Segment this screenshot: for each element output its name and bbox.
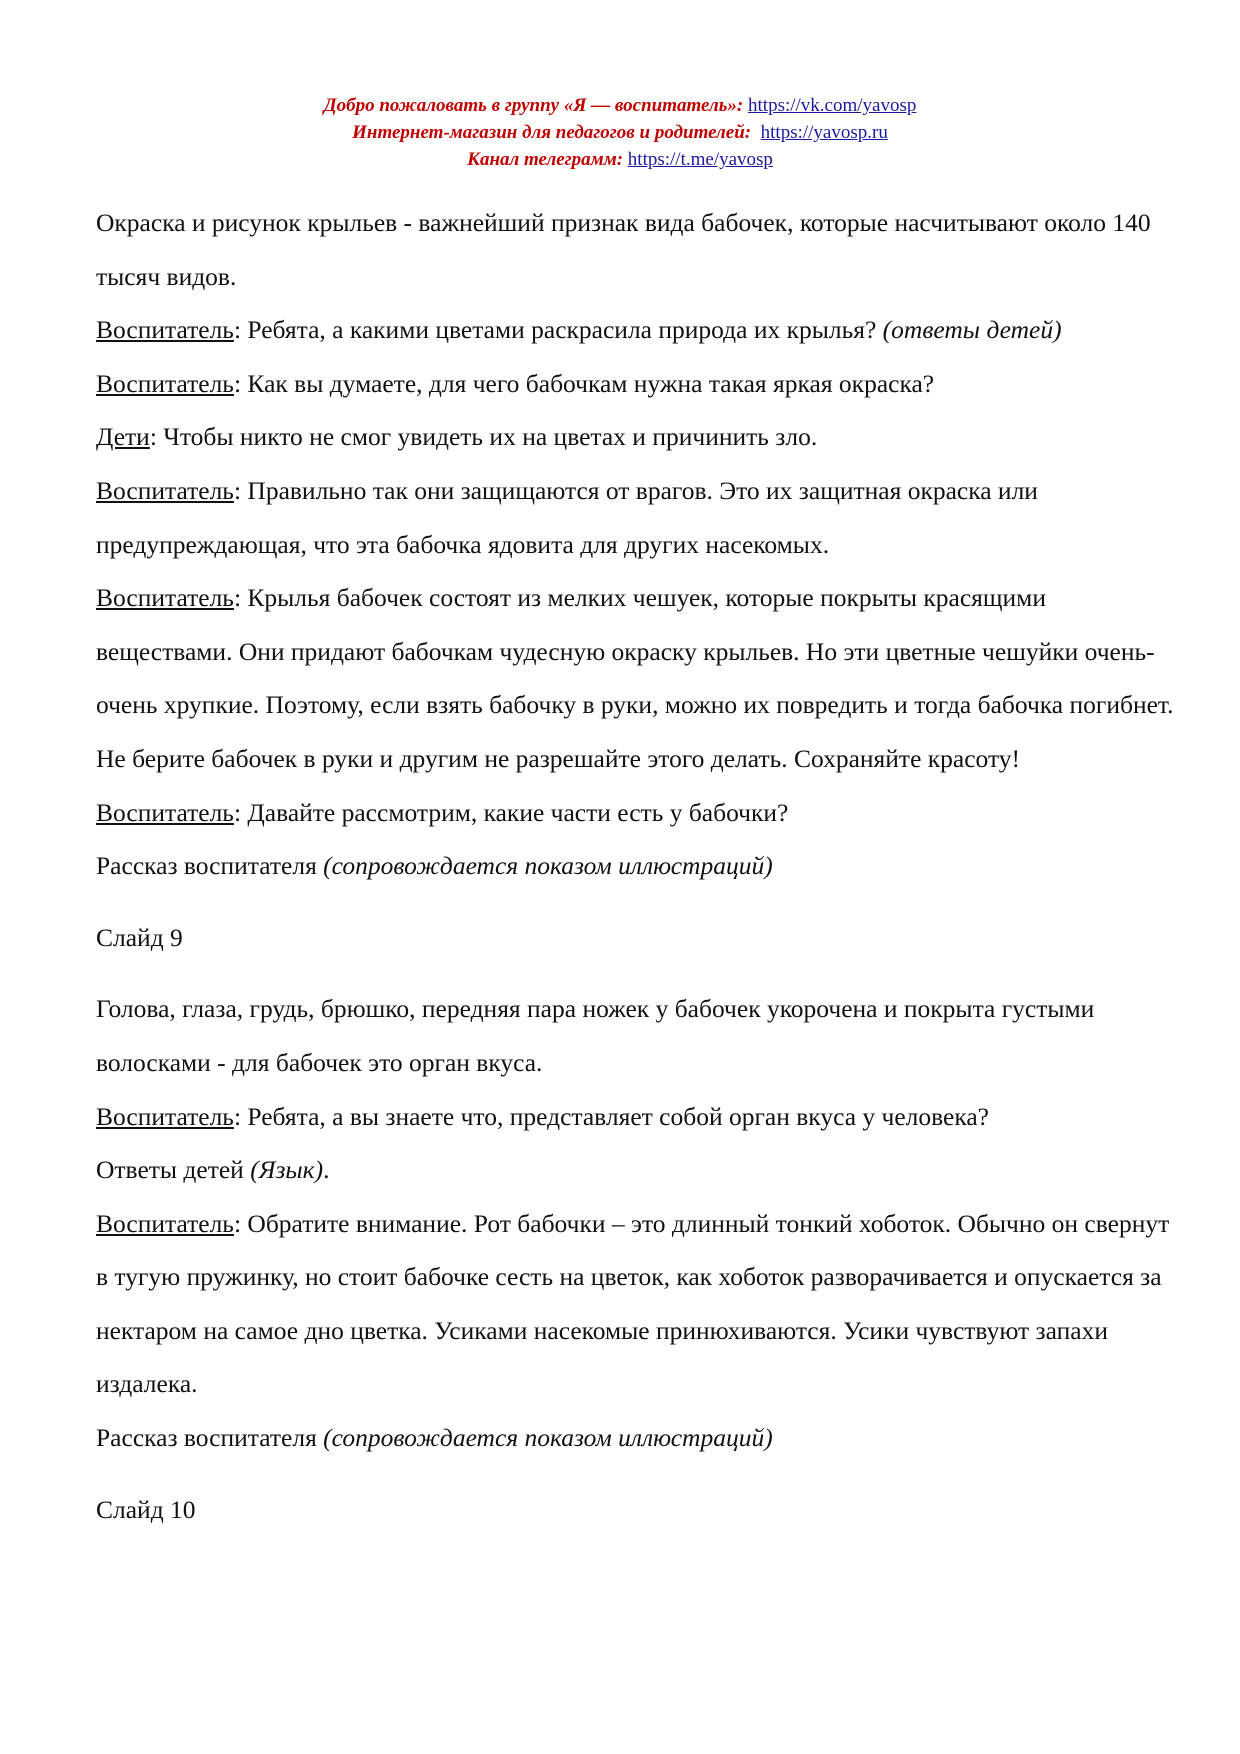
paragraph-story-1 [96,839,1186,893]
shop-link[interactable]: https://yavosp.ru [760,122,888,143]
paragraph-text: : Как вы думаете, для чего бабочкам нужна такая яркая окраска? [233,368,935,398]
paragraph-proboscis [96,1197,1186,1411]
telegram-link[interactable]: https://t.me/yavosp [627,149,773,170]
paragraph-text: Рассказ воспитателя [96,851,324,881]
header-line-vk [0,92,1240,119]
vk-link[interactable]: https://vk.com/yavosp [748,95,917,116]
paragraph-anatomy: Голова, глаза, грудь, брюшко, передняя пара ножек у бабочек укорочена и покрыта густыми волосками - для бабочек это орган вкуса. [96,994,1095,1077]
header-shop-label: Интернет-магазин для педагогов и родителей: [352,122,752,143]
paragraph-question-colors [96,303,1186,357]
stage-note: (сопровождается показом иллюстраций) [323,851,773,881]
speaker-label: Воспитатель [96,1208,234,1238]
paragraph-text: : Чтобы никто не смог увидеть их на цветах и причинить зло. [149,422,818,452]
document-body [96,196,1186,1554]
header-line-telegram [0,146,1240,173]
speaker-label: Воспитатель [96,797,234,827]
paragraph-story-2 [96,1411,1186,1465]
speaker-label: Дети [96,422,150,452]
slide-10-heading: Слайд 10 [96,1494,196,1524]
header-vk-label: Добро пожаловать в группу «Я — воспитатель»: [323,95,744,116]
paragraph-text: : Ребята, а какими цветами раскрасила природа их крылья? [233,315,883,345]
paragraph-text: Рассказ воспитателя [96,1423,324,1453]
page-header [0,92,1240,173]
paragraph-text: : Крылья бабочек состоят из мелких чешуек, которые покрыты красящими веществами. Они придают бабочкам чудесную окраску крыльев. Но эти цветные чешуйки очень-очень хрупкие. Поэтому, если взять бабочку в руки, можно их повредить и тогда бабочка погибнет. Не берите бабочек в руки и другим не разрешайте этого делать. Сохраняйте красоту! [96,583,1174,773]
paragraph-children-answer-tongue [96,1143,1186,1197]
paragraph-children-answer [96,410,1186,464]
speaker-label: Воспитатель [96,368,234,398]
stage-note: (Язык) [250,1155,324,1185]
paragraph-scales [96,571,1186,785]
paragraph-intro: Окраска и рисунок крыльев - важнейший признак вида бабочек, которые насчитывают около 140 тысяч видов. [96,208,1151,291]
speaker-label: Воспитатель [96,1101,234,1131]
paragraph-end: . [323,1155,330,1185]
slide-9-heading: Слайд 9 [96,922,183,952]
paragraph-question-taste [96,1090,1186,1144]
paragraph-text: : Правильно так они защищаются от врагов. Это их защитная окраска или предупреждающая, что эта бабочка ядовита для других насекомых. [96,475,1038,559]
speaker-label: Воспитатель [96,475,234,505]
speaker-label: Воспитатель [96,583,234,613]
paragraph-text: : Обратите внимание. Рот бабочки – это длинный тонкий хоботок. Обычно он свернут в тугую пружинку, но стоит бабочке сесть на цветок, как хоботок разворачивается и опускается за нектаром на самое дно цветка. Усиками насекомые принюхиваются. Усики чувствуют запахи издалека. [96,1208,1170,1399]
paragraph-text: : Ребята, а вы знаете что, представляет собой орган вкуса у человека? [233,1101,990,1131]
paragraph-question-why [96,357,1186,411]
paragraph-text: : Давайте рассмотрим, какие части есть у бабочки? [233,797,789,827]
header-line-shop [0,119,1240,146]
paragraph-text: Ответы детей [96,1155,251,1185]
paragraph-body-parts [96,786,1186,840]
speaker-label: Воспитатель [96,315,234,345]
stage-note: (сопровождается показом иллюстраций) [323,1423,773,1453]
stage-note: (ответы детей) [882,315,1062,345]
paragraph-protection [96,464,1186,571]
header-telegram-label: Канал телеграмм: [467,149,624,170]
